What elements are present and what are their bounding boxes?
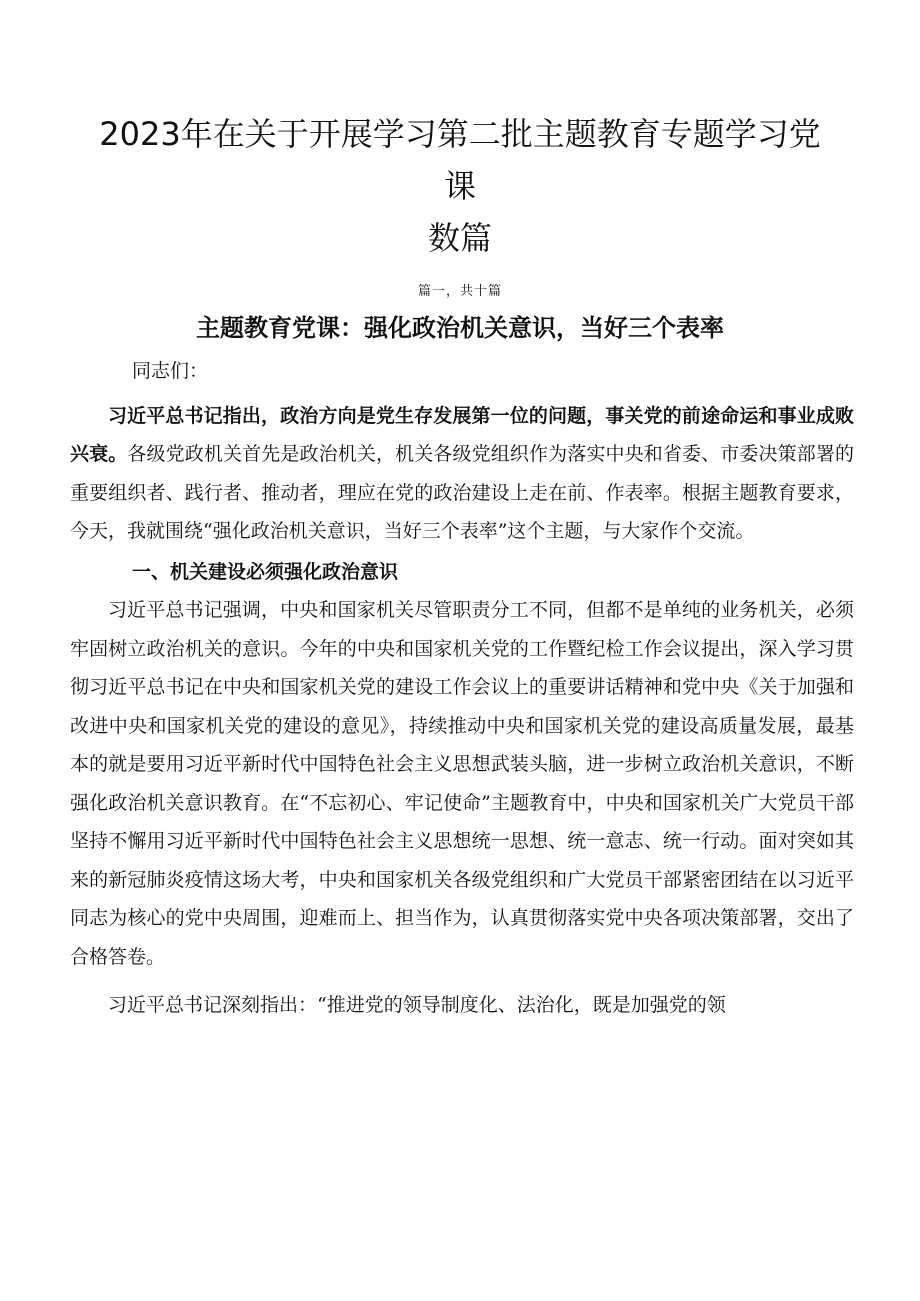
paragraph-1	[70, 397, 854, 551]
paragraph-3: 习近平总书记深刻指出：“推进党的领导制度化、法治化，既是加强党的领	[108, 994, 726, 1016]
article-subtitle: 主题教育党课：强化政治机关意识，当好三个表率	[196, 314, 724, 342]
part-label: 篇一，共十篇	[417, 284, 502, 299]
paragraph-1-text: 各级党政机关首先是政治机关，机关各级党组织作为落实中央和省委、市委决策部署的重要组织者、践行者、推动者，理应在党的政治建设上走在前、作表率。根据主题教育要求，今天，我就围绕“强化政治机关意识，当好三个表率”这个主题，与大家作个交流。	[70, 443, 854, 542]
document-title	[90, 108, 830, 264]
salutation: 同志们：	[132, 360, 209, 382]
document-title-line-2: 数篇	[427, 219, 492, 257]
paragraph-2: 习近平总书记强调，中央和国家机关尽管职责分工不同，但都不是单纯的业务机关，必须牢固树立政治机关的意识。今年的中央和国家机关党的工作暨纪检工作会议提出，深入学习贯彻习近平总书记在中央和国家机关党的建设工作会议上的重要讲话精神和党中央《关于加强和改进中央和国家机关党的建设的意见》，持续推动中央和国家机关党的建设高质量发展，最基本的就是要用习近平新时代中国特色社会主义思想武装头脑，进一步树立政治机关意识，不断强化政治机关意识教育。在“不忘初心、牢记使命”主题教育中，中央和国家机关广大党员干部坚持不懈用习近平新时代中国特色社会主义思想统一思想、统一意志、统一行动。面对突如其来的新冠肺炎疫情这场大考，中央和国家机关各级党组织和广大党员干部紧密团结在以习近平同志为核心的党中央周围，迎难而上、担当作为，认真贯彻落实党中央各项决策部署，交出了合格答卷。	[70, 599, 854, 968]
article-body	[70, 352, 854, 1025]
document-title-line-1: 2023年在关于开展学习第二批主题教育专题学习党课	[99, 115, 821, 205]
paragraph-1-bold-lead: 习近平总书记指出，政治方向是党生存发展第一位的问题，事关党的前途命运和事业成败兴衰。	[70, 404, 854, 465]
section-heading-1: 一、机关建设必须强化政治意识	[132, 560, 399, 583]
